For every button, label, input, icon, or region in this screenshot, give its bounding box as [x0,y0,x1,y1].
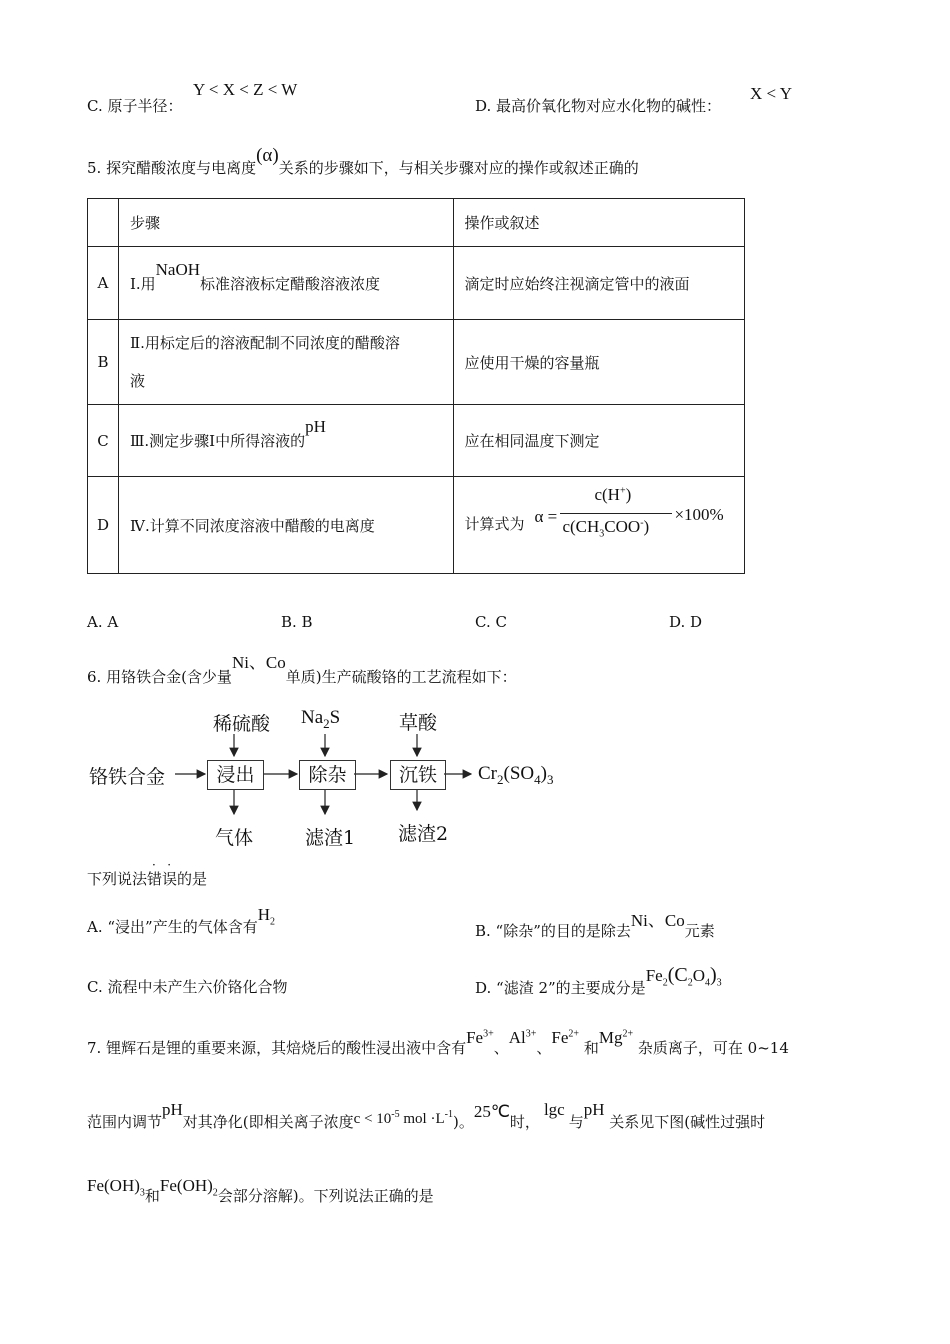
row-operation: 应使用干燥的容量瓶 [454,320,745,405]
q6-prompt-emphasis: · · 错误 [147,858,178,888]
q5-option-b[interactable]: B. B [281,613,313,631]
ion-1-text: Fe [466,1028,484,1047]
oh-1-text: Fe(OH) [87,1176,140,1195]
table-row [88,477,745,574]
row-step [118,320,454,405]
reagent-3: 草酸 [399,712,438,734]
q7-ph: pH [162,1100,183,1119]
oh-1-sub: 3 [139,1187,145,1199]
ion-4-text: Mg [598,1028,623,1047]
output-3: 滤渣2 [398,823,449,845]
ion-4-sup: 2+ [622,1028,634,1040]
header-step: 步骤 [118,199,454,247]
q6-option-d-chem [645,964,722,989]
q6-option-d-text: D. “滤渣 2”的主要成分是 [475,979,646,997]
q7-and: 和 [583,1039,599,1057]
ion-3-sup: 2+ [568,1028,580,1040]
row-step-text: Ⅲ.测定步骤Ⅰ中所得溶液的 [129,432,306,450]
product-sub-1: 2 [497,771,504,787]
reagent-2 [301,707,340,732]
den-sub: 3 [599,528,605,540]
row-step-text: Ⅰ.用 [129,274,156,293]
chem-close: ) [709,964,717,986]
chem-fe: Fe [645,966,663,985]
q7-ion-1 [466,1028,494,1047]
conc-text: c < 10 [353,1111,392,1127]
row-step-chem: NaOH [155,259,201,279]
row-step: Ⅳ.计算不同浓度溶液中醋酸的电离度 [118,477,454,574]
formula-alpha: α = [534,507,558,526]
q5-stem-text-a: 5. 探究醋酸浓度与电离度 [87,159,257,177]
q7-l2-e: 与 [568,1113,584,1131]
ion-2-sup: 3+ [525,1028,537,1040]
q7-lgc: lgc [543,1100,565,1119]
q7-sep-1: 、 [493,1039,509,1057]
unit-sup: -1 [444,1109,453,1120]
q7-line-2 [87,1100,766,1132]
table-row [88,405,745,477]
row-step-line2: 液 [129,372,145,390]
q5-stem-text-b: 关系的步骤如下，与相关步骤对应的操作或叙述正确的 [278,159,639,177]
ion-3-text: Fe [551,1028,569,1047]
q5-stem [87,145,639,179]
numerator-text: c(H [594,485,620,504]
row-operation: 滴定时应始终注视滴定管中的液面 [454,247,745,320]
q7-temp: 25℃ [473,1102,510,1121]
q5-option-c[interactable]: C. C [475,613,507,631]
q6-prompt-emphasis-text: 错误 [147,870,178,888]
oh-2-sub: 2 [212,1187,218,1199]
q6-option-a-chem [257,905,275,928]
oh-2-text: Fe(OH) [159,1176,213,1195]
output-2: 滤渣1 [305,827,356,849]
formula-prefix: 计算式为 [464,515,525,533]
output-1: 气体 [215,827,254,849]
q5-table [87,198,745,574]
flow-box-iron-removal: 沉铁 [390,760,446,790]
q6-prompt-text-a: 下列说法 [87,870,148,888]
q6-stem [87,653,517,687]
product-text-c: ) [540,763,547,784]
q7-l3-b: 会部分溶解)。下列说法正确的是 [217,1187,434,1205]
chem-sub-4: 3 [716,977,722,989]
flow-input: 铬铁合金 [89,766,166,788]
ion-1-sup: 3+ [483,1028,494,1040]
q7-ph-2: pH [583,1100,605,1119]
den-sup: - [640,517,644,529]
q6-option-a-text: A. “浸出”产生的气体含有 [87,918,258,936]
row-operation: 应在相同温度下测定 [454,405,745,477]
q6-prompt [87,858,208,889]
reagent-1: 稀硫酸 [213,713,271,735]
product-text-b: (SO [503,763,535,784]
q6-option-b-chem: Ni、Co [630,911,685,930]
q7-l2-b: 对其净化(即相关离子浓度 [182,1113,354,1131]
q4-option-c-expression: Y < X < Z < W [193,80,298,99]
q7-line-1 [87,1028,789,1058]
row-label: D [88,477,119,574]
chem-sub-3: 4 [704,977,710,989]
q6-stem-text-b: 单质)生产硫酸铬的工艺流程如下： [285,668,517,686]
q6-stem-chem: Ni、Co [231,653,286,672]
q6-option-b-text: B. “除杂”的目的是除去 [475,922,631,940]
q7-ion-3 [551,1028,579,1047]
table-row [88,320,745,405]
q6-option-a[interactable] [87,905,275,939]
formula-numerator: c(H+) [594,485,632,504]
q7-ion-2 [509,1028,537,1047]
conc-sup: -5 [391,1109,400,1120]
q4-option-d[interactable] [475,95,721,116]
q6-prompt-text-b: 的是 [177,870,208,888]
chem-paren: (C [667,964,688,986]
q7-ion-4 [599,1028,633,1047]
row-operation-formula [454,477,745,574]
q6-option-b[interactable] [475,911,715,941]
q7-oh-2 [159,1176,218,1199]
chem-h-sub: 2 [270,916,275,928]
reagent-2-sub: 2 [323,715,330,731]
q7-text-a: 7. 锂辉石是锂的重要来源，其焙烧后的酸性浸出液中含有 [87,1039,467,1057]
den-text-b: COO [604,517,641,536]
chem-o: O [692,966,705,985]
q5-option-d[interactable]: D. D [669,613,703,631]
product-sub-3: 3 [546,771,554,787]
numerator-sup: + [619,485,626,497]
q7-l2-c: )。 [452,1113,474,1131]
q4-option-d-text: D. 最高价氧化物对应水化物的碱性： [475,97,722,115]
q6-option-d[interactable] [475,964,722,1000]
den-text: c(CH [562,517,600,536]
reagent-2-text: Na [301,707,324,728]
q7-line-3 [87,1176,434,1208]
q6-option-b-end: 元素 [684,922,715,940]
product-text-a: Cr [478,763,497,784]
q4-option-d-expression: X < Y [750,84,793,103]
q4-option-c-text: C. 原子半径： [87,97,183,115]
row-step-line1: Ⅱ.用标定后的溶液配制不同浓度的醋酸溶 [129,334,400,352]
product-sub-2: 4 [534,771,541,787]
q7-oh-1 [87,1176,145,1199]
row-label: B [88,320,119,405]
reagent-2-s: S [329,707,341,728]
row-step [118,247,454,320]
chem-sub-2: 2 [687,977,693,989]
q5-alpha: (α) [256,145,279,166]
table-row [88,247,745,320]
q7-l2-d: 时， [509,1113,540,1131]
q7-l2-a: 范围内调节 [87,1113,163,1131]
chem-sub-1: 2 [662,977,668,989]
unit-text: mol ·L [403,1111,445,1127]
q4-option-c[interactable] [87,95,182,116]
flow-box-leach: 浸出 [207,760,264,790]
row-step [118,405,454,477]
ion-2-text: Al [508,1028,526,1047]
q7-sep-2: 、 [536,1039,552,1057]
row-label: C [88,405,119,477]
q5-option-a[interactable]: A. A [87,613,119,631]
q7-l2-f: 关系见下图(碱性过强时 [609,1113,766,1131]
chem-h: H [257,905,270,924]
flow-product [478,763,553,788]
row-label: A [88,247,119,320]
formula-denominator: $c(CH_3COO^-)$ [562,517,650,540]
q7-text-b: 杂质离子，可在 0~14 [637,1039,789,1057]
flow-box-purify: 除杂 [299,760,356,790]
q6-option-c[interactable]: C. 流程中未产生六价铬化合物 [87,978,288,996]
q6-stem-text-a: 6. 用铬铁合金(含少量 [87,668,232,686]
fraction-bar [560,513,672,514]
header-operation: 操作或叙述 [454,199,745,247]
row-step-chem: pH [305,417,326,436]
table-header-row [88,199,745,247]
q7-l3-and: 和 [144,1187,160,1205]
q7-conc [354,1111,453,1127]
row-step-text-b: 标准溶液标定醋酸溶液浓度 [200,274,381,293]
formula-times: ×100% [674,505,724,524]
